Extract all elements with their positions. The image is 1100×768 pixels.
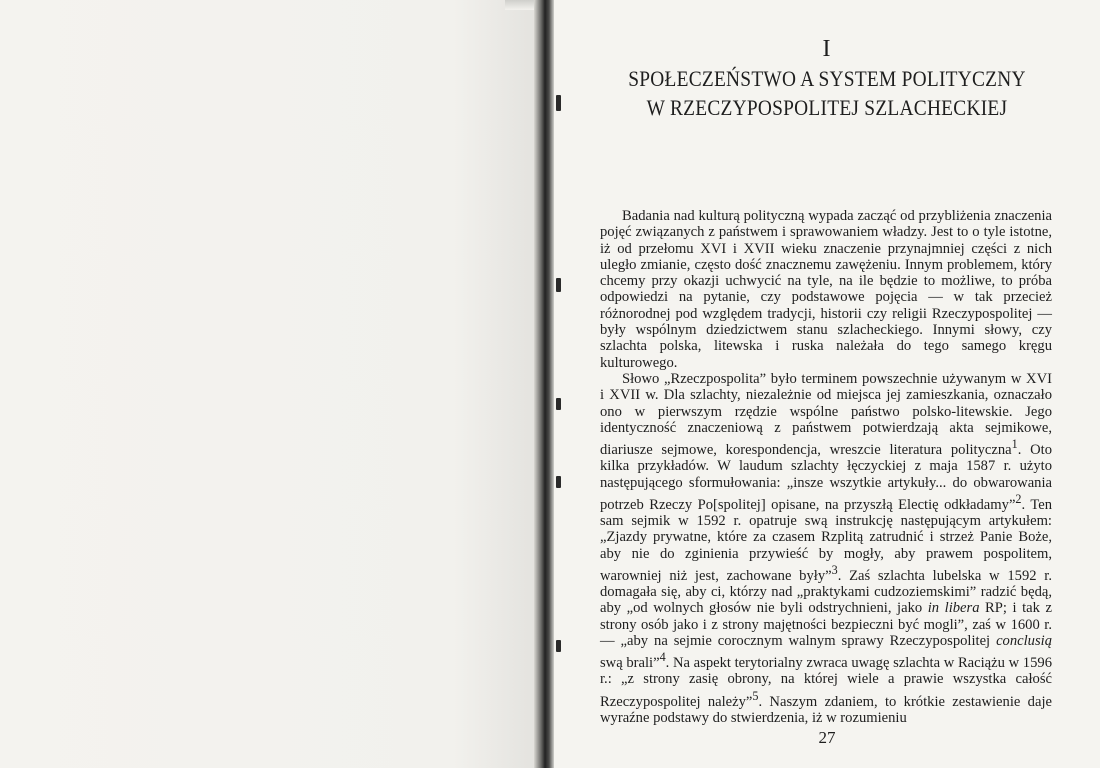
body-text — [600, 208, 1052, 726]
paragraph-2-text-h: swą brali” — [600, 655, 660, 672]
footnote-ref-2: 2 — [1015, 491, 1022, 506]
footnote-ref-1: 1 — [1011, 437, 1018, 452]
chapter-number: I — [822, 36, 832, 62]
paragraph-2-text-f: RP; i tak z strony osób jako i z strony majętności bezpieczni być mogli”, zaś w 1600 r. — „aby na sejmie corocznym walnym sprawy Rzeczypospolitej — [600, 600, 1052, 649]
chapter-title-line-1: SPOŁECZEŃSTWO A SYSTEM POLITYCZNY — [628, 66, 1026, 91]
margin-ink-mark — [556, 398, 561, 410]
page-number: 27 — [818, 728, 836, 747]
margin-ink-mark — [556, 278, 561, 292]
italic-word-conclusia: conclusią — [996, 633, 1052, 649]
left-blank-page — [0, 0, 534, 768]
footnote-ref-4: 4 — [659, 650, 666, 665]
paragraph-2-text-c: . Ten sam sejmik w 1592 r. opatruje swą instrukcję następującym artykułem: „Zjazdy prywatne, które za czasem Rzplitą zatrudnić i strzeż Panie Boże, aby nie do zginienia przywieść by mogły, aby prawem pospolitem, warowniej niż jest, zachowane były” — [600, 496, 1053, 584]
margin-ink-mark — [556, 476, 561, 488]
margin-ink-mark — [556, 95, 561, 111]
margin-ink-mark — [556, 640, 561, 652]
paragraph-2-text-b: . Oto kilka przykładów. W laudum szlachty łęczyckiej z maja 1587 r. użyto następującego sformułowania: „insze wszytkie artykuły... do obwarowania potrzeb Rzeczy Po[spolitej] opisane, na przyszłą Electię odkładamy” — [600, 442, 1052, 513]
footnote-ref-5: 5 — [752, 688, 759, 703]
paragraph-2-text-i: . Na aspekt terytorialny zwraca uwagę szlachta w Raciążu w 1596 r.: „z strony zasię obrony, na której wiele a prawie wszystka całość Rzeczypospolitej należy” — [600, 655, 1052, 710]
footnote-ref-3: 3 — [831, 562, 838, 577]
paragraph-2-text-a: Słowo „Rzeczpospolita” było terminem powszechnie używanym w XVI i XVII w. Dla szlachty, niezależnie od miejsca jej zamieszkania, oznaczało ono w pierwszym rzędzie wspólne państwo polsko-litewskie. Jego identyczność znaczeniową z państwem potwierdzają akta sejmikowe, diariusze sejmowe, korespondencja, wreszcie literatura polityczna — [600, 370, 1052, 459]
right-page — [554, 0, 1100, 768]
paragraph-2-text-d: . Zaś szlachta lubelska w 1592 r. domagała się, aby ci, którzy nad „praktykami cudzoziemskimi” radzić będą, aby „od wolnych głosów nie byli odstrychnieni, jako — [600, 567, 1052, 617]
paragraph-2 — [600, 371, 1052, 726]
chapter-title-line-2: W RZECZYPOSPOLITEJ SZLACHECKIEJ — [646, 95, 1008, 120]
italic-phrase-in-libera: in libera — [927, 600, 980, 617]
paragraph-1: Badania nad kulturą polityczną wypada zacząć od przybliżenia znaczenia pojęć związanych z państwem i sprawowaniem władzy. Jest to o tyle istotne, iż od przełomu XVI i XVII wieku znaczenie przynajmniej części z nich uległo zmianie, często dość znacznemu zawężeniu. Innym problemem, który chcemy przy okazji uchwycić na tyle, na ile będzie to możliwe, to próba odpowiedzi na pytanie, czy podstawowe pojęcia — w tak przecież różnorodnej pod względem tradycji, historii czy religii Rzeczypospolitej — były wspólnym dziedzictwem stanu szlacheckiego. Innymi słowy, czy szlachta polska, litewska i ruska należała do tego samego kręgu kulturowego. — [600, 208, 1052, 371]
book-spine — [534, 0, 554, 768]
paragraph-2-text-j: . Naszym zdaniem, to krótkie zestawienie daje wyraźne podstawy do stwierdzenia, iż w rozumieniu — [600, 693, 1052, 726]
chapter-title — [587, 64, 1067, 122]
